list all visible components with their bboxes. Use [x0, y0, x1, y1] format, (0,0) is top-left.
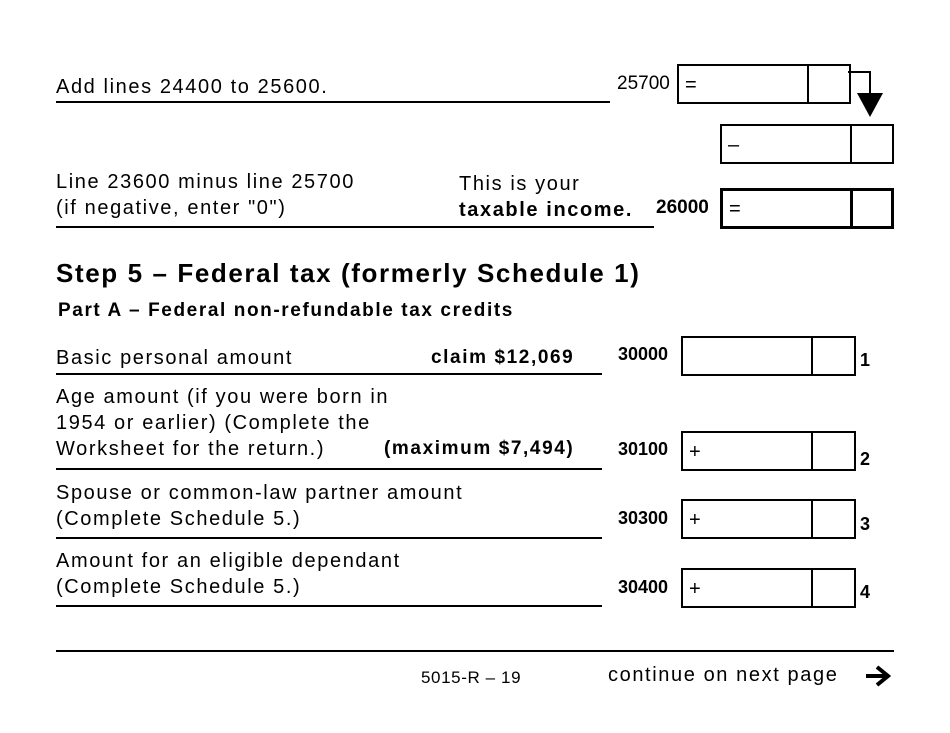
line-30100-amount-field[interactable] [681, 431, 856, 471]
plus-sign: + [689, 509, 701, 531]
line-30100-label-1: Age amount (if you were born in [56, 386, 390, 408]
form-id: 5015-R – 19 [421, 668, 522, 687]
cents-divider [850, 126, 852, 162]
plus-sign: + [689, 578, 701, 600]
line-30100-maximum: (maximum $7,494) [384, 438, 575, 459]
row-number-2: 2 [860, 449, 871, 469]
cents-divider [811, 501, 813, 537]
taxable-income-field[interactable] [720, 188, 894, 229]
divider [56, 468, 602, 470]
taxable-label-line2: (if negative, enter "0") [56, 197, 287, 219]
line-code-30300: 30300 [618, 508, 669, 528]
row-number-4: 4 [860, 582, 871, 602]
line-30100-label-2: 1954 or earlier) (Complete the [56, 412, 371, 434]
plus-sign: + [689, 441, 701, 463]
cents-divider [811, 433, 813, 469]
subtraction-amount-field[interactable] [720, 124, 894, 164]
line-code-25700: 25700 [617, 73, 670, 94]
footer-divider [56, 650, 894, 652]
line-code-30000: 30000 [618, 344, 669, 364]
cents-divider [807, 66, 809, 102]
divider [56, 226, 654, 228]
cents-divider [811, 570, 813, 606]
row-number-3: 3 [860, 514, 871, 534]
divider [56, 373, 602, 375]
part-a-title: Part A – Federal non-refundable tax credits [58, 300, 514, 321]
line-30300-label-2: (Complete Schedule 5.) [56, 508, 302, 530]
minus-sign: – [728, 134, 740, 156]
continue-text: continue on next page [608, 664, 839, 686]
line-code-30100: 30100 [618, 439, 669, 459]
equals-sign: = [685, 74, 697, 96]
taxable-note-line1: This is your [459, 173, 581, 195]
line-30300-amount-field[interactable] [681, 499, 856, 539]
line-30000-label: Basic personal amount [56, 347, 294, 369]
cents-divider [811, 338, 813, 374]
add-lines-label: Add lines 24400 to 25600. [56, 76, 329, 98]
divider [56, 605, 602, 607]
step5-title: Step 5 – Federal tax (formerly Schedule 1) [56, 258, 641, 288]
taxable-note-line2: taxable income. [459, 199, 634, 221]
taxable-label-line1: Line 23600 minus line 25700 [56, 171, 355, 193]
row-number-1: 1 [860, 350, 871, 370]
equals-sign: = [729, 198, 741, 220]
line-30400-label-2: (Complete Schedule 5.) [56, 576, 302, 598]
line-30400-label-1: Amount for an eligible dependant [56, 550, 401, 572]
cents-divider [850, 191, 853, 226]
carry-down-arrow-icon [846, 68, 886, 120]
line-30100-label-3: Worksheet for the return.) [56, 438, 326, 460]
line-30000-claim: claim $12,069 [431, 347, 575, 368]
line-code-30400: 30400 [618, 577, 669, 597]
line-30400-amount-field[interactable] [681, 568, 856, 608]
arrow-right-icon [864, 665, 892, 687]
line-25700-amount-field[interactable] [677, 64, 851, 104]
line-code-26000: 26000 [656, 197, 709, 218]
line-30300-label-1: Spouse or common-law partner amount [56, 482, 464, 504]
divider [56, 537, 602, 539]
line-30000-amount-field[interactable] [681, 336, 856, 376]
divider [56, 101, 610, 103]
